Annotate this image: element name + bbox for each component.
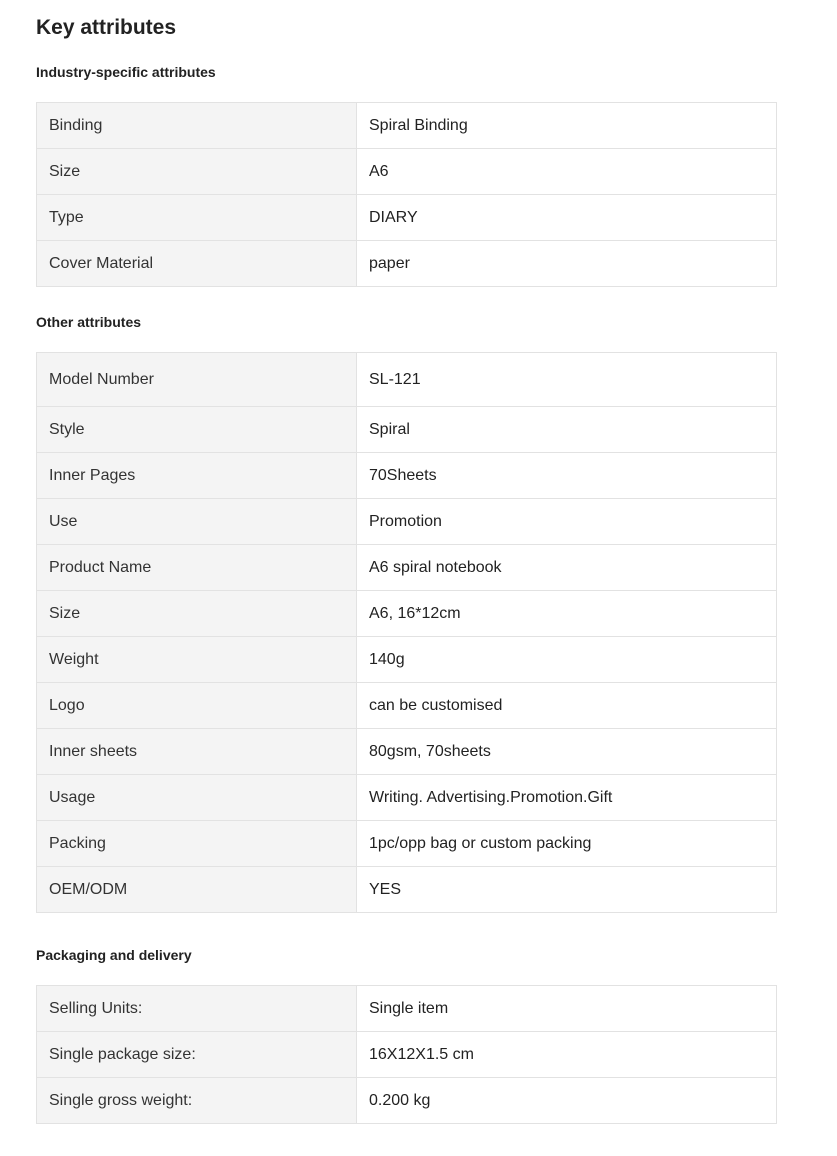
table-row (37, 545, 777, 591)
attribute-key: OEM/ODM (37, 867, 357, 913)
table-row (37, 353, 777, 407)
table-row (37, 986, 777, 1032)
attribute-key: Use (37, 499, 357, 545)
attribute-key: Inner Pages (37, 453, 357, 499)
attribute-value: 1pc/opp bag or custom packing (357, 821, 777, 867)
table-row (37, 149, 777, 195)
attribute-value: 140g (357, 637, 777, 683)
attribute-value: Single item (357, 986, 777, 1032)
attribute-value: A6 (357, 149, 777, 195)
attribute-key: Single gross weight: (37, 1078, 357, 1124)
attribute-value: paper (357, 241, 777, 287)
attribute-value: YES (357, 867, 777, 913)
table-row (37, 1032, 777, 1078)
attribute-value: Promotion (357, 499, 777, 545)
table-row (37, 591, 777, 637)
attribute-value: Spiral Binding (357, 103, 777, 149)
table-row (37, 683, 777, 729)
attribute-value: 80gsm, 70sheets (357, 729, 777, 775)
attribute-key: Product Name (37, 545, 357, 591)
attribute-value: DIARY (357, 195, 777, 241)
attribute-value: 70Sheets (357, 453, 777, 499)
packaging-table (36, 985, 777, 1124)
attribute-key: Weight (37, 637, 357, 683)
attribute-key: Single package size: (37, 1032, 357, 1078)
attribute-key: Type (37, 195, 357, 241)
attribute-value: A6, 16*12cm (357, 591, 777, 637)
section-title-packaging: Packaging and delivery (36, 947, 192, 963)
attribute-value: A6 spiral notebook (357, 545, 777, 591)
attribute-value: 16X12X1.5 cm (357, 1032, 777, 1078)
industry-attributes-table (36, 102, 777, 287)
attribute-key: Binding (37, 103, 357, 149)
attribute-key: Size (37, 149, 357, 195)
attribute-key: Inner sheets (37, 729, 357, 775)
attribute-key: Logo (37, 683, 357, 729)
attribute-key: Usage (37, 775, 357, 821)
table-row (37, 867, 777, 913)
attribute-value: SL-121 (357, 353, 777, 407)
attribute-value: Spiral (357, 407, 777, 453)
table-row (37, 729, 777, 775)
attribute-value: 0.200 kg (357, 1078, 777, 1124)
attribute-key: Model Number (37, 353, 357, 407)
table-row (37, 1078, 777, 1124)
attribute-key: Packing (37, 821, 357, 867)
section-title-other: Other attributes (36, 314, 142, 330)
table-row (37, 453, 777, 499)
attribute-key: Cover Material (37, 241, 357, 287)
table-row (37, 241, 777, 287)
table-row (37, 407, 777, 453)
attribute-key: Style (37, 407, 357, 453)
attribute-value: Writing. Advertising.Promotion.Gift (357, 775, 777, 821)
attribute-key: Selling Units: (37, 986, 357, 1032)
other-attributes-table (36, 352, 777, 913)
page-title: Key attributes (36, 16, 177, 39)
section-title-industry-specific: Industry-specific attributes (36, 64, 216, 80)
attribute-key: Size (37, 591, 357, 637)
table-row (37, 195, 777, 241)
table-row (37, 637, 777, 683)
table-row (37, 775, 777, 821)
attribute-value: can be customised (357, 683, 777, 729)
table-row (37, 821, 777, 867)
table-row (37, 499, 777, 545)
table-row (37, 103, 777, 149)
